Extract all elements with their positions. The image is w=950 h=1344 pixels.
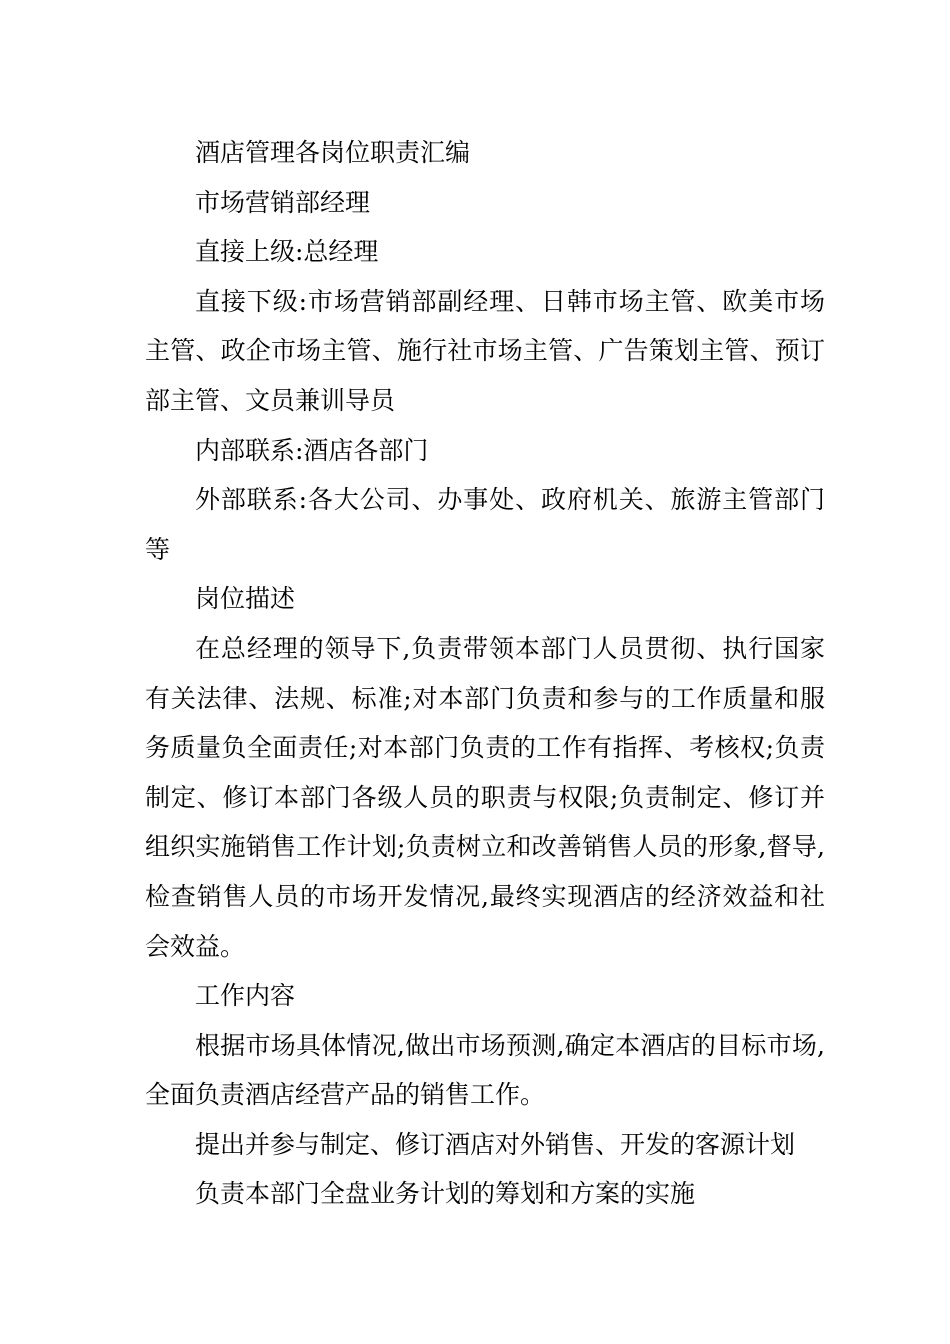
- position-description: 在总经理的领导下,负责带领本部门人员贯彻、执行国家有关法律、法规、标准;对本部门负责和参与的工作质量和服务质量负全面责任;对本部门负责的工作有指挥、考核权;负责制定、修订本部门各级人员的职责与权限;负责制定、修订并组织实施销售工作计划;负责树立和改善销售人员的形象,督导,检查销售人员的市场开发情况,最终实现酒店的经济效益和社会效益。: [145, 633, 825, 961]
- work-content-item: 根据市场具体情况,做出市场预测,确定本酒店的目标市场,全面负责酒店经营产品的销售工作。: [145, 1030, 825, 1110]
- direct-superior: 直接上级:总经理: [195, 237, 379, 267]
- section-heading-work-content: 工作内容: [195, 981, 296, 1011]
- internal-contacts: 内部联系:酒店各部门: [195, 435, 429, 465]
- position-title: 市场营销部经理: [195, 187, 371, 217]
- work-content-item: 负责本部门全盘业务计划的筹划和方案的实施: [195, 1179, 696, 1209]
- document-title: 酒店管理各岗位职责汇编: [195, 138, 471, 167]
- external-contacts: 外部联系:各大公司、办事处、政府机关、旅游主管部门等: [145, 485, 825, 564]
- document-page: [145, 128, 825, 1219]
- work-content-item: 提出并参与制定、修订酒店对外销售、开发的客源计划: [195, 1129, 796, 1159]
- section-heading-description: 岗位描述: [195, 584, 296, 614]
- direct-subordinates: 直接下级:市场营销部副经理、日韩市场主管、欧美市场主管、政企市场主管、施行社市场主管、广告策划主管、预订部主管、文员兼训导员: [145, 286, 825, 415]
